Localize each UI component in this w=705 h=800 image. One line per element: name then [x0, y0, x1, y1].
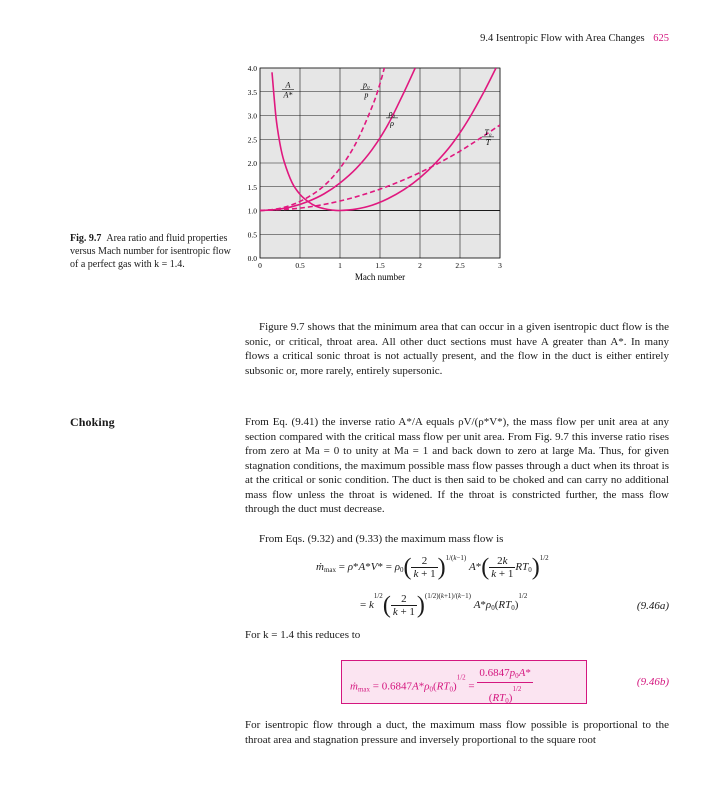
curve-label-den: ρ	[390, 118, 394, 128]
equation-9-46a-line-1: ṁ$_{max}$ = $\rho*A*V* = \rho_0$( $\frac{2}{k + 1}$ )$^{1/(k-1)}$ A*( $\frac{2k}{k + 1}$ $RT_0)^{1/2}$	[316, 554, 549, 581]
page-number: 625	[653, 33, 669, 44]
y-tick-label: 3.5	[247, 87, 257, 97]
equation-9-46a-line-2: = $k^{1/2}$( $\frac{2}{k + 1}$ )$^{(1/2)(k+1)/(k-1)}$ $A*\rho_0(RT_0)^{1/2}$	[360, 592, 528, 619]
x-tick-label: 3	[498, 261, 502, 270]
figure-caption-text: Area ratio and fluid properties versus Mach number for isentropic flow of a perfect gas with k = 1.4.	[70, 233, 231, 270]
curve-label-den: p	[364, 90, 369, 100]
y-tick-label: 0.5	[247, 230, 257, 240]
curve-label-num: A	[285, 80, 291, 90]
x-axis-label: Mach number	[354, 272, 406, 282]
x-tick-label: 1	[338, 261, 342, 270]
curve-label-num: p₀	[363, 80, 370, 90]
y-tick-label: 0.0	[247, 254, 257, 263]
section-title: 9.4 Isentropic Flow with Area Changes	[480, 33, 645, 44]
boxed-equation-9-46b: ṁ$_{max}$ = $0.6847A*\rho_0(RT_0)^{1/2}$ = $\frac{0.6847p_0A*}{(RT_0)^{1/2}}$	[341, 660, 587, 704]
paragraph-4: For k = 1.4 this reduces to	[245, 629, 361, 641]
figure-label: Fig. 9.7	[70, 233, 102, 244]
equation-label-9-46b: (9.46b)	[636, 676, 669, 688]
x-tick-label: 2	[418, 261, 422, 270]
curve-label-num: ρ₀	[388, 108, 396, 118]
y-tick-label: 2.5	[247, 135, 257, 145]
x-tick-label: 0	[258, 261, 262, 270]
figure-caption	[70, 232, 232, 271]
curve-label-den: T	[485, 137, 491, 147]
paragraph-5: For isentropic flow through a duct, the maximum mass flow possible is proportional to the throat area and stagnation pressure and inversely proportional to the square root	[245, 719, 669, 746]
side-heading-choking: Choking	[70, 415, 115, 429]
x-tick-label: 0.5	[295, 261, 305, 270]
y-tick-label: 1.5	[247, 182, 257, 192]
running-head	[480, 33, 669, 44]
curve-label-num: T₀	[484, 127, 492, 137]
paragraph-2: From Eq. (9.41) the inverse ratio A*/A equals ρV/(ρ*V*), the mass flow per unit area at any section compared with the critical mass flow per unit area. From Fig. 9.7 this inverse ratio rises from zero at Ma = 0 to unity at Ma = 1 and back down to zero at large Ma. Thus, for given stagnation conditions, the maximum possible mass flow passes through a duct when its throat is at the critical or sonic condition. The duct is then said to be choked and can carry no additional mass flow unless the throat is widened. If the throat is constricted further, the mass flow through the duct must decrease.	[245, 416, 669, 515]
paragraph-1: Figure 9.7 shows that the minimum area that can occur in a given isentropic duct flow is the sonic, or critical, throat area. All other duct sections must have A greater than A*. In many flows a critical sonic throat is not actually present, and the flow in the duct is either entirely subsonic or, more rarely, entirely supersonic.	[245, 321, 669, 377]
y-tick-label: 1.0	[247, 206, 257, 216]
paragraph-3: From Eqs. (9.32) and (9.33) the maximum mass flow is	[259, 533, 504, 545]
curve-label-den: A*	[283, 90, 293, 100]
x-tick-label: 2.5	[455, 261, 465, 270]
figure-9-7-chart	[232, 58, 512, 288]
x-tick-label: 1.5	[375, 261, 385, 270]
equation-label-9-46a: (9.46a)	[636, 600, 669, 612]
y-tick-label: 3.0	[247, 111, 257, 121]
y-tick-label: 4.0	[247, 64, 257, 73]
y-tick-label: 2.0	[247, 159, 257, 168]
